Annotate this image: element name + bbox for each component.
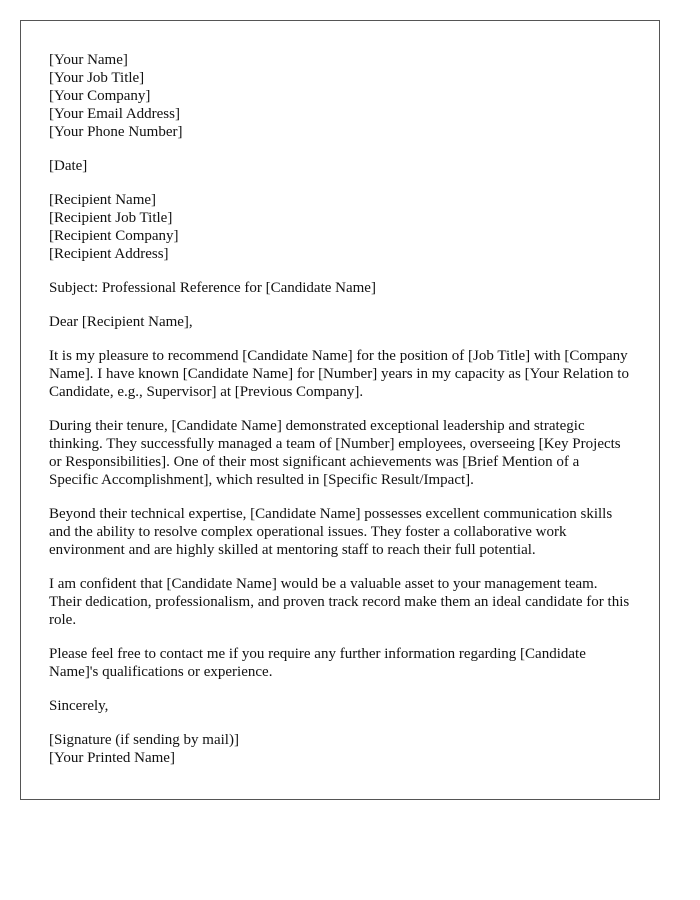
body-paragraph-5: Please feel free to contact me if you require any further information regarding [Candidate Name]'s qualifications or experience. (49, 646, 586, 680)
subject-block (49, 279, 631, 297)
salutation-block (49, 313, 631, 331)
closing-block (49, 697, 631, 715)
sender-job-title: [Your Job Title] (49, 70, 145, 86)
sender-name: [Your Name] (49, 52, 128, 68)
sender-block (49, 51, 631, 141)
closing: Sincerely, (49, 698, 109, 714)
letter-date: [Date] (49, 158, 88, 174)
recipient-company: [Recipient Company] (49, 228, 179, 244)
sender-email: [Your Email Address] (49, 106, 180, 122)
body-paragraph-4: I am confident that [Candidate Name] would be a valuable asset to your management team. Their dedication, professionalism, and proven track record make them an ideal candidate for this role. (49, 576, 630, 628)
recipient-block (49, 191, 631, 263)
sender-phone: [Your Phone Number] (49, 124, 183, 140)
recipient-address: [Recipient Address] (49, 246, 169, 262)
signature-block (49, 731, 631, 767)
signature-line: [Signature (if sending by mail)] (49, 732, 239, 748)
body-paragraph-2: During their tenure, [Candidate Name] demonstrated exceptional leadership and strategic thinking. They successfully managed a team of [Number] employees, overseeing [Key Projects or Responsibilities]. One of their most significant achievements was [Brief Mention of a Specific Accomplishment], which resulted in [Specific Result/Impact]. (49, 418, 621, 488)
date-block (49, 157, 631, 175)
subject-line: Subject: Professional Reference for [Candidate Name] (49, 280, 376, 296)
recipient-name: [Recipient Name] (49, 192, 157, 208)
printed-name: [Your Printed Name] (49, 750, 175, 766)
salutation: Dear [Recipient Name], (49, 314, 193, 330)
body-paragraph-3: Beyond their technical expertise, [Candidate Name] possesses excellent communication skills and the ability to resolve complex operational issues. They foster a collaborative work environment and are highly skilled at mentoring staff to reach their full potential. (49, 506, 613, 558)
letter-page (20, 20, 660, 800)
sender-company: [Your Company] (49, 88, 151, 104)
recipient-job-title: [Recipient Job Title] (49, 210, 173, 226)
body-paragraph-1: It is my pleasure to recommend [Candidate Name] for the position of [Job Title] with [Company Name]. I have known [Candidate Name] for [Number] years in my capacity as [Your Relation to Candidate, e.g., Supervisor] at [Previous Company]. (49, 348, 629, 400)
